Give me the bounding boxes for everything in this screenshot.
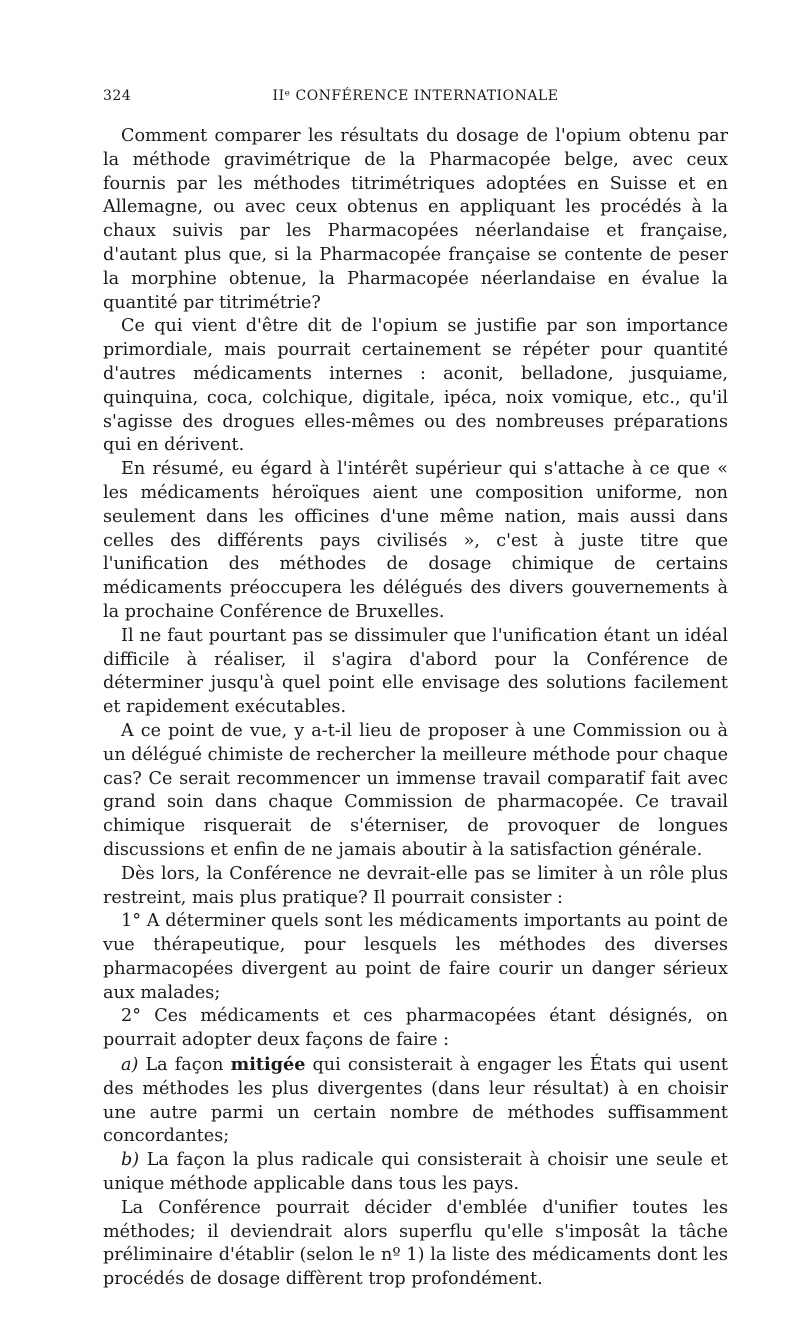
paragraph-point-2: 2° Ces médicaments et ces pharmacopées étant désignés, on pourrait adopter deux façons de faire : <box>103 1006 728 1051</box>
option-b-marker: b) <box>121 1150 140 1171</box>
option-b-text: La façon la plus radicale qui consisterait à choisir une seule et unique méthode applicable dans tous les pays. <box>103 1150 728 1195</box>
paragraph-ideal: Il ne faut pourtant pas se dissimuler que l'unification étant un idéal difficile à réaliser, il s'agira d'abord pour la Conférence de déterminer jusqu'à quel point elle envisage des solutions facilement et rapidement exécutables. <box>103 625 728 718</box>
paragraph-summary: En résumé, eu égard à l'intérêt supérieur qui s'attache à ce que « les médicaments héroïques aient une composition uniforme, non seulement dans les officines d'une même nation, mais aussi dans celles des différents pays civilisés », c'est à juste titre que l'unification des méthodes de dosage chimique de certains médicaments préoccupera les délégués des divers gouvernements à la prochaine Conférence de Bruxelles. <box>103 459 728 622</box>
option-a-marker: a) <box>121 1055 139 1076</box>
paragraph-point-1: 1° A déterminer quels sont les médicaments importants au point de vue thérapeutique, pour lesquels les méthodes des diverses pharmacopées divergent au point de faire courir un danger sérieux aux malades; <box>103 911 728 1003</box>
paragraph-other-medicines: Ce qui vient d'être dit de l'opium se justifie par son importance primordiale, mais pourrait certainement se répéter pour quantité d'autres médicaments internes : aconit, belladone, jusquiame, quinquina, coca, colchique, digitale, ipéca, noix vomique, etc., qu'il s'agisse des drogues elles-mêmes ou des nombreuses préparations qui en dérivent. <box>103 316 728 456</box>
option-a-bold-word: mitigée <box>230 1054 306 1076</box>
paragraph-opium-comparison: Comment comparer les résultats du dosage de l'opium obtenu par la méthode gravimétrique de la Pharmacopée belge, avec ceux fournis par les méthodes titrimétriques adoptées en Suisse et en Allemagne, ou avec ceux obtenus en appliquant les procédés à la chaux suivis par les Pharmacopées néerlandaise et française, d'autant plus que, si la Pharmacopée française se contente de peser la morphine obtenue, la Pharmacopée néerlandaise en évalue la quantité par titrimétrie? <box>103 126 728 313</box>
paragraph-final: La Conférence pourrait décider d'emblée d'unifier toutes les méthodes; il deviendrait alors superflu qu'elle s'imposât la tâche préliminaire d'établir (selon le nº 1) la liste des médicaments dont les procédés de dosage diffèrent trop profondément. <box>103 1197 728 1290</box>
option-a-text-after: qui consisterait à engager les États qui usent des méthodes les plus divergentes (dans leur résultat) à en choisir une autre parmi un certain nombre de méthodes suffisamment concordantes; <box>103 1055 728 1147</box>
paragraph-option-b <box>103 1149 728 1197</box>
page-number: 324 <box>103 88 132 104</box>
page-header <box>103 88 728 110</box>
option-a-text-before: La façon <box>138 1055 231 1076</box>
paragraph-option-a <box>103 1053 728 1149</box>
body-text <box>103 125 728 1292</box>
running-title: IIᵉ CONFÉRENCE INTERNATIONALE <box>272 88 559 104</box>
paragraph-commission: A ce point de vue, y a-t-il lieu de proposer à une Commission ou à un délégué chimiste de rechercher la meilleure méthode pour chaque cas? Ce serait recommencer un immense travail comparatif fait avec grand soin dans chaque Commission de pharmacopée. Ce travail chimique risquerait de s'éterniser, de provoquer de longues discussions et enfin de ne jamais aboutir à la satisfaction générale. <box>103 720 728 860</box>
paragraph-role: Dès lors, la Conférence ne devrait-elle pas se limiter à un rôle plus restreint, mais plus pratique? Il pourrait consister : <box>103 863 728 908</box>
